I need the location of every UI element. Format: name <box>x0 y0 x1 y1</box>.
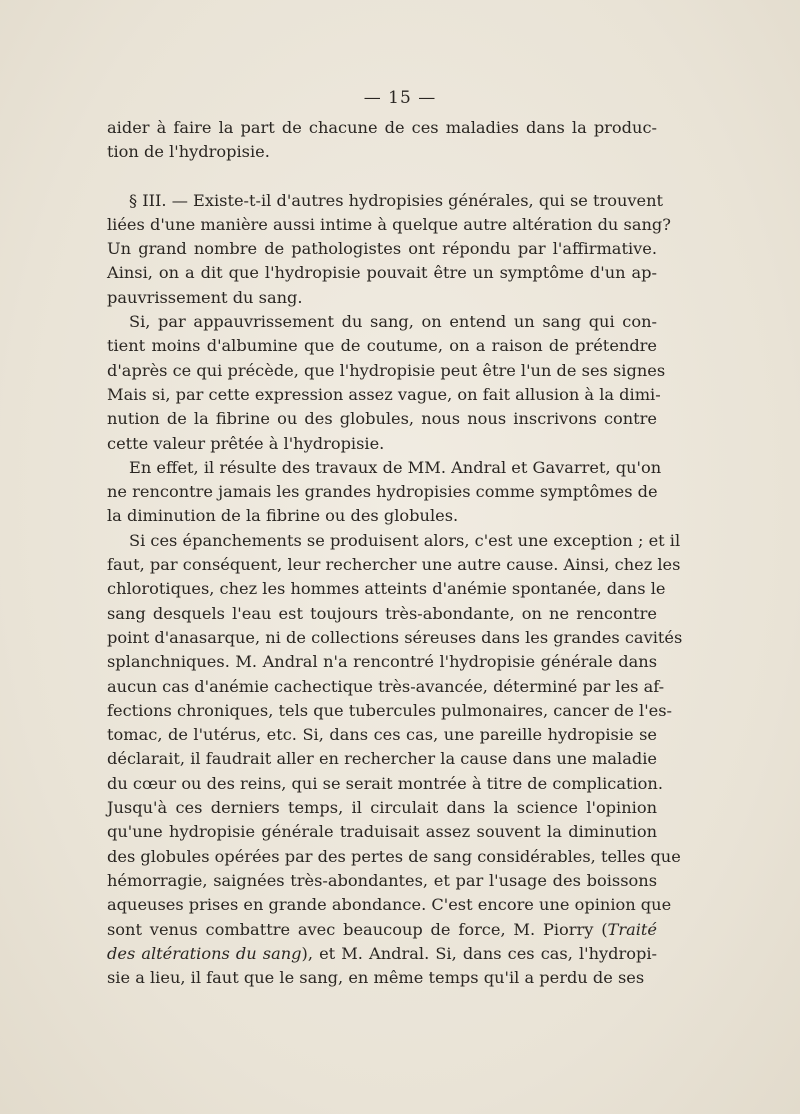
text-line: sang desquels l'eau est toujours très-abondante, on ne rencontre <box>107 603 657 623</box>
text-line: § III. — Existe-t-il d'autres hydropisies générales, qui se trouvent <box>129 190 664 210</box>
text-line: du cœur ou des reins, qui se serait montrée à titre de complication. <box>107 773 663 793</box>
text-line: d'après ce qui précède, que l'hydropisie peut être l'un de ses signes <box>107 360 666 380</box>
text-line: Jusqu'à ces derniers temps, il circulait dans la science l'opinion <box>107 798 657 818</box>
text-line: Ainsi, on a dit que l'hydropisie pouvait être un symptôme d'un ap- <box>107 263 657 283</box>
text-line: aucun cas d'anémie cachectique très-avancée, déterminé par les af- <box>107 676 665 696</box>
text-line: la diminution de la fibrine ou des globules. <box>107 506 459 526</box>
text-line: nution de la fibrine ou des globules, nous nous inscrivons contre <box>107 409 657 429</box>
text-line: En effet, il résulte des travaux de MM. Andral et Gavarret, qu'on <box>129 457 662 477</box>
text-line: chlorotiques, chez les hommes atteints d'anémie spontanée, dans le <box>107 579 666 599</box>
text-line: aqueuses prises en grande abondance. C'est encore une opinion que <box>107 895 672 915</box>
text-line: sie a lieu, il faut que le sang, en même temps qu'il a perdu de ses <box>107 968 645 988</box>
text-line: Un grand nombre de pathologistes ont répondu par l'affirmative. <box>107 239 657 259</box>
page-number: — 15 — <box>363 88 437 108</box>
text-line: cette valeur prêtée à l'hydropisie. <box>107 433 385 453</box>
text-line: déclarait, il faudrait aller en rechercher la cause dans une maladie <box>107 749 657 769</box>
text-line: tion de l'hydropisie. <box>107 142 270 162</box>
citation-line-1 <box>107 918 657 942</box>
text-line: aider à faire la part de chacune de ces maladies dans la produc- <box>107 118 657 137</box>
text-line: faut, par conséquent, leur rechercher une autre cause. Ainsi, chez les <box>107 555 681 575</box>
text-line: des globules opérées par des pertes de sang considérables, telles que <box>107 846 681 866</box>
text-line: qu'une hydropisie générale traduisait assez souvent la diminution <box>107 822 657 842</box>
text-line: splanchniques. M. Andral n'a rencontré l'hydropisie générale dans <box>107 652 657 672</box>
body-text <box>107 116 683 990</box>
text-line: Si, par appauvrissement du sang, on entend un sang qui con- <box>129 312 657 332</box>
text-line: pauvrissement du sang. <box>107 287 303 307</box>
text-line: Mais si, par cette expression assez vague, on fait allusion à la dimi- <box>107 384 661 404</box>
citation-line-2 <box>107 942 657 966</box>
text-line: tient moins d'albumine que de coutume, on a raison de prétendre <box>107 336 657 356</box>
text-line: hémorragie, saignées très-abondantes, et par l'usage des boissons <box>107 870 657 890</box>
citation-title-end: des altérations du sang <box>107 943 302 963</box>
citation-title-start: Traité <box>607 919 657 939</box>
text-line: tomac, de l'utérus, etc. Si, dans ces cas, une pareille hydropisie se <box>107 725 657 745</box>
text-line: ne rencontre jamais les grandes hydropisies comme symptômes de <box>107 482 658 502</box>
citation-after: ), et M. Andral. Si, dans ces cas, l'hydropi- <box>301 943 658 963</box>
text-line: Si ces épanchements se produisent alors, c'est une exception ; et il <box>129 530 681 550</box>
text-line: point d'anasarque, ni de collections séreuses dans les grandes cavités <box>107 627 683 647</box>
text-line: fections chroniques, tels que tubercules pulmonaires, cancer de l'es- <box>107 700 672 720</box>
citation-before: sont venus combattre avec beaucoup de force, M. Piorry ( <box>107 919 608 939</box>
text-line: liées d'une manière aussi intime à quelque autre altération du sang? <box>107 214 671 234</box>
